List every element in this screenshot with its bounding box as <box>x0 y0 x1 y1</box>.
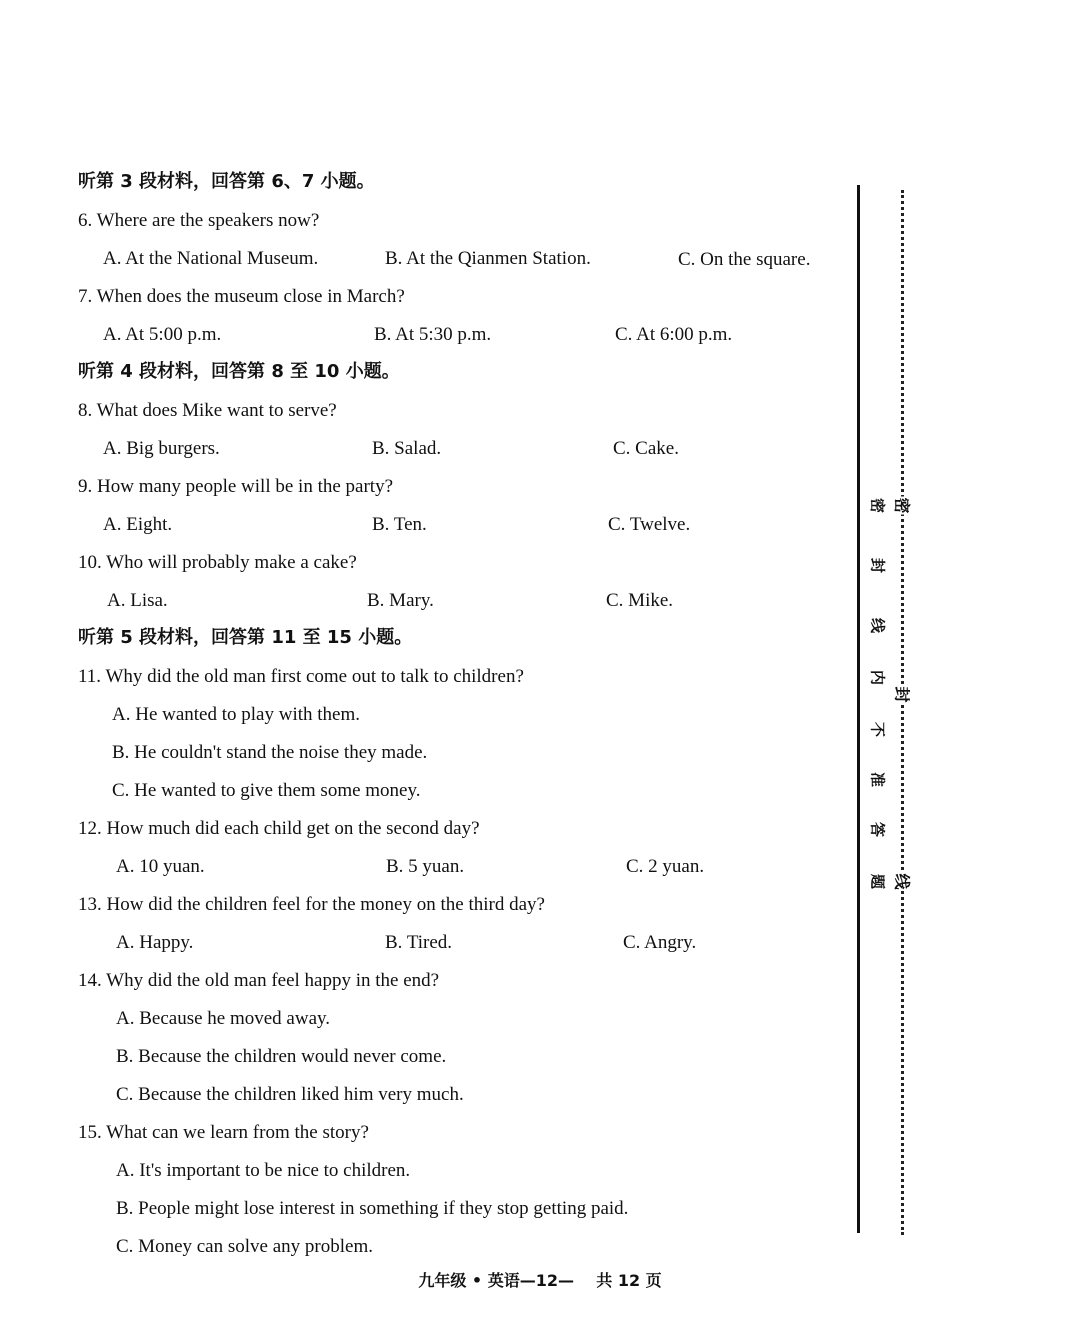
question-11-option-a: A. He wanted to play with them. <box>112 704 361 725</box>
question-10-option-c: C. Mike. <box>606 590 674 611</box>
question-15-option-a: A. It's important to be nice to children. <box>116 1160 411 1181</box>
question-9-stem: 9. How many people will be in the party? <box>78 476 394 497</box>
question-9-option-a: A. Eight. <box>103 514 173 535</box>
question-7-option-a: A. At 5:00 p.m. <box>103 324 222 345</box>
margin-inner-char-6: 准 <box>868 771 887 787</box>
section-4-heading: 听第 4 段材料，回答第 8 至 10 小题。 <box>78 361 400 382</box>
margin-inner-char-4: 内 <box>868 669 887 685</box>
question-11-option-c: C. He wanted to give them some money. <box>112 780 421 801</box>
question-13-stem: 13. How did the children feel for the money on the third day? <box>78 894 545 915</box>
question-14-option-b: B. Because the children would never come. <box>116 1046 447 1067</box>
binding-solid-line <box>857 185 860 1233</box>
binding-dotted-line <box>901 190 904 1235</box>
question-11-option-b: B. He couldn't stand the noise they made. <box>112 742 428 763</box>
question-8-option-b: B. Salad. <box>372 438 442 459</box>
question-15-option-c: C. Money can solve any problem. <box>116 1236 373 1257</box>
question-7-option-b: B. At 5:30 p.m. <box>374 324 492 345</box>
page-footer <box>0 1268 1080 1291</box>
question-11-stem: 11. Why did the old man first come out to talk to children? <box>78 666 524 687</box>
margin-inner-char-8: 题 <box>868 873 887 889</box>
margin-inner-char-7: 答 <box>868 821 887 837</box>
question-15-stem: 15. What can we learn from the story? <box>78 1122 369 1143</box>
question-14-option-a: A. Because he moved away. <box>116 1008 331 1029</box>
question-6-option-b: B. At the Qianmen Station. <box>385 248 591 269</box>
question-14-option-c: C. Because the children liked him very much. <box>116 1084 464 1105</box>
footer-total-pages: 共 12 页 <box>596 1271 662 1290</box>
margin-outer-char-3: 线 <box>892 873 912 890</box>
margin-inner-char-2: 封 <box>868 557 887 573</box>
question-7-stem: 7. When does the museum close in March? <box>78 286 405 307</box>
question-13-option-c: C. Angry. <box>623 932 697 953</box>
question-10-stem: 10. Who will probably make a cake? <box>78 552 357 573</box>
question-8-stem: 8. What does Mike want to serve? <box>78 400 337 421</box>
margin-inner-char-3: 线 <box>868 617 887 633</box>
question-12-option-a: A. 10 yuan. <box>116 856 205 877</box>
question-6-stem: 6. Where are the speakers now? <box>78 210 320 231</box>
question-12-stem: 12. How much did each child get on the second day? <box>78 818 480 839</box>
question-8-option-a: A. Big burgers. <box>103 438 220 459</box>
margin-outer-char-1: 密 <box>892 497 912 514</box>
question-8-option-c: C. Cake. <box>613 438 679 459</box>
section-5-heading: 听第 5 段材料，回答第 11 至 15 小题。 <box>78 627 413 648</box>
question-15-option-b: B. People might lose interest in something if they stop getting paid. <box>116 1198 629 1219</box>
question-6-option-a: A. At the National Museum. <box>103 248 319 269</box>
question-6-option-c: C. On the square. <box>678 249 811 270</box>
question-12-option-c: C. 2 yuan. <box>626 856 705 877</box>
question-14-stem: 14. Why did the old man feel happy in the end? <box>78 970 440 991</box>
question-7-option-c: C. At 6:00 p.m. <box>615 324 733 345</box>
question-10-option-a: A. Lisa. <box>107 590 168 611</box>
question-12-option-b: B. 5 yuan. <box>386 856 465 877</box>
margin-outer-char-2: 封 <box>892 686 912 703</box>
margin-inner-char-1: 密 <box>868 497 887 513</box>
footer-grade-subject: 九年级 • 英语—12— <box>418 1271 574 1290</box>
margin-inner-char-5: 不 <box>868 721 887 737</box>
question-13-option-b: B. Tired. <box>385 932 453 953</box>
question-9-option-c: C. Twelve. <box>608 514 691 535</box>
question-13-option-a: A. Happy. <box>116 932 194 953</box>
question-10-option-b: B. Mary. <box>367 590 434 611</box>
question-9-option-b: B. Ten. <box>372 514 427 535</box>
section-3-heading: 听第 3 段材料，回答第 6、7 小题。 <box>78 171 375 192</box>
